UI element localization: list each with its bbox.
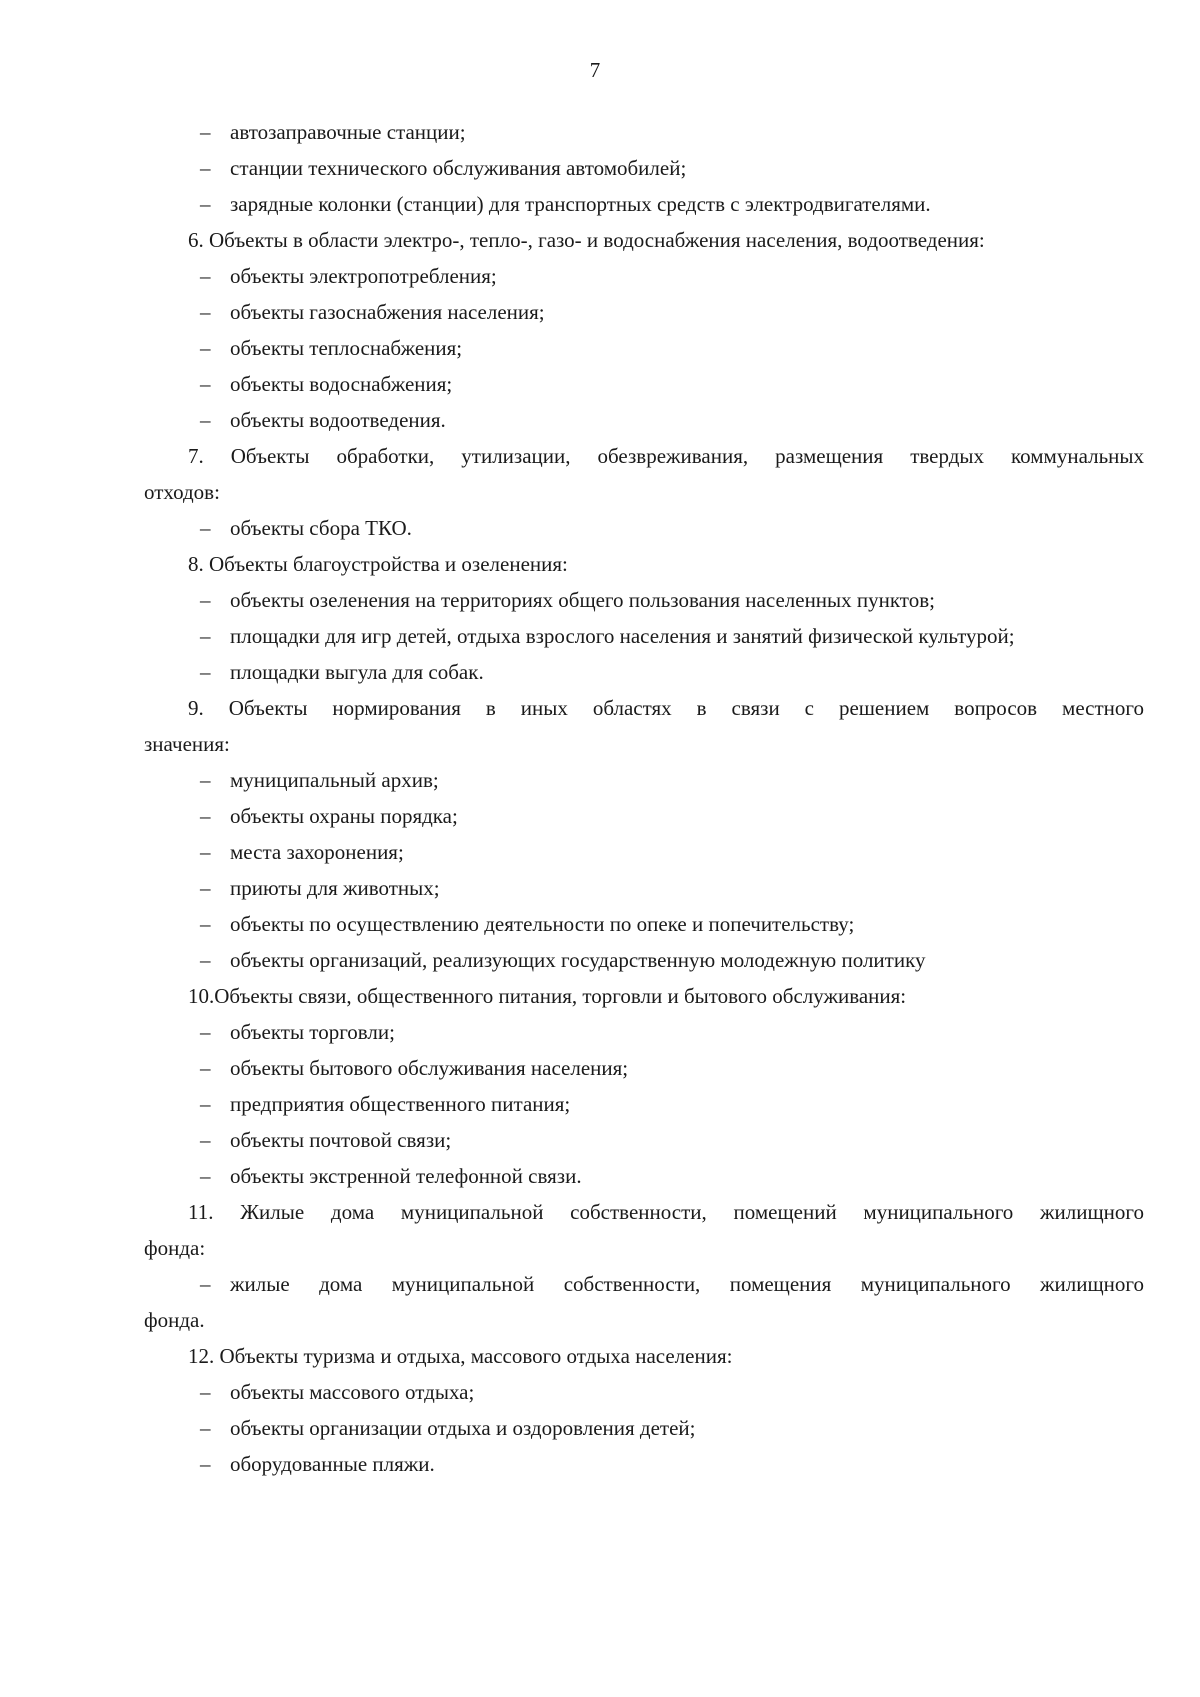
paragraph-continuation: значения: xyxy=(144,732,230,756)
list-item xyxy=(144,294,1144,330)
list-item xyxy=(144,798,1144,834)
section-heading: 11. Жилые дома муниципальной собственности, помещений муниципального жилищного xyxy=(188,1200,1144,1224)
list-item-text: площадки для игр детей, отдыха взрослого населения и занятий физической культурой; xyxy=(230,624,1015,648)
list-item-text: объекты бытового обслуживания населения; xyxy=(230,1056,629,1080)
list-item-text: объекты по осуществлению деятельности по опеке и попечительству; xyxy=(230,912,855,936)
list-item-text: объекты экстренной телефонной связи. xyxy=(230,1164,582,1188)
list-dash: – xyxy=(200,624,211,648)
list-item-text: объекты сбора ТКО. xyxy=(230,516,412,540)
list-item-text: объекты озеленения на территориях общего пользования населенных пунктов; xyxy=(230,588,935,612)
list-dash: – xyxy=(200,876,211,900)
list-item xyxy=(144,330,1144,366)
list-item xyxy=(144,582,1144,618)
paragraph-continuation: отходов: xyxy=(144,480,220,504)
list-item-text: объекты массового отдыха; xyxy=(230,1380,475,1404)
list-dash: – xyxy=(200,372,211,396)
list-item xyxy=(144,942,1144,978)
list-item-text: объекты организации отдыха и оздоровления детей; xyxy=(230,1416,696,1440)
section-heading: 9. Объекты нормирования в иных областях в связи с решением вопросов местного xyxy=(188,696,1144,720)
section-heading: 6. Объекты в области электро-, тепло-, газо- и водоснабжения населения, водоотведения: xyxy=(188,228,985,252)
list-dash: – xyxy=(200,120,211,144)
list-item xyxy=(144,1122,1144,1158)
list-dash: – xyxy=(200,660,211,684)
list-dash: – xyxy=(200,948,211,972)
paragraph-continuation: фонда. xyxy=(144,1308,205,1332)
list-item xyxy=(144,186,1144,222)
list-item-text: приюты для животных; xyxy=(230,876,440,900)
list-item xyxy=(144,366,1144,402)
list-item xyxy=(144,1266,1144,1302)
list-item-text: предприятия общественного питания; xyxy=(230,1092,571,1116)
list-dash: – xyxy=(200,264,211,288)
section-heading: 12. Объекты туризма и отдыха, массового отдыха населения: xyxy=(188,1344,733,1368)
list-dash: – xyxy=(200,1272,211,1296)
list-dash: – xyxy=(200,1452,211,1476)
list-dash: – xyxy=(200,1380,211,1404)
list-item-text: места захоронения; xyxy=(230,840,404,864)
list-item xyxy=(144,258,1144,294)
list-item-text: объекты газоснабжения населения; xyxy=(230,300,545,324)
list-dash: – xyxy=(200,768,211,792)
list-dash: – xyxy=(200,516,211,540)
list-item xyxy=(144,1014,1144,1050)
list-item xyxy=(144,1410,1144,1446)
list-dash: – xyxy=(200,408,211,432)
list-dash: – xyxy=(200,1056,211,1080)
list-item-text: станции технического обслуживания автомобилей; xyxy=(230,156,687,180)
document-body xyxy=(144,114,1144,1482)
list-dash: – xyxy=(200,912,211,936)
list-dash: – xyxy=(200,1020,211,1044)
list-dash: – xyxy=(200,804,211,828)
section-heading: 8. Объекты благоустройства и озеленения: xyxy=(188,552,568,576)
list-item xyxy=(144,618,1144,654)
list-item-text: объекты организаций, реализующих государственную молодежную политику xyxy=(230,948,926,972)
list-item-text: жилые дома муниципальной собственности, помещения муниципального жилищного xyxy=(230,1272,1144,1296)
list-item-text: объекты почтовой связи; xyxy=(230,1128,452,1152)
list-dash: – xyxy=(200,588,211,612)
list-item-text: объекты теплоснабжения; xyxy=(230,336,463,360)
list-item-text: объекты торговли; xyxy=(230,1020,395,1044)
list-item xyxy=(144,1446,1144,1482)
section-heading: 10.Объекты связи, общественного питания, торговли и бытового обслуживания: xyxy=(188,984,907,1008)
list-item-text: площадки выгула для собак. xyxy=(230,660,484,684)
list-dash: – xyxy=(200,1164,211,1188)
list-item xyxy=(144,1158,1144,1194)
list-dash: – xyxy=(200,192,211,216)
list-dash: – xyxy=(200,1128,211,1152)
list-item xyxy=(144,1086,1144,1122)
list-item-text: объекты электропотребления; xyxy=(230,264,497,288)
section-heading: 7. Объекты обработки, утилизации, обезвреживания, размещения твердых коммунальных xyxy=(188,444,1144,468)
list-item xyxy=(144,510,1144,546)
list-dash: – xyxy=(200,1416,211,1440)
list-item xyxy=(144,762,1144,798)
list-item xyxy=(144,654,1144,690)
list-item-text: оборудованные пляжи. xyxy=(230,1452,435,1476)
list-item-text: муниципальный архив; xyxy=(230,768,439,792)
paragraph-continuation: фонда: xyxy=(144,1236,206,1260)
page-number: 7 xyxy=(589,58,601,82)
list-dash: – xyxy=(200,300,211,324)
list-item xyxy=(144,150,1144,186)
list-item xyxy=(144,834,1144,870)
list-dash: – xyxy=(200,1092,211,1116)
list-dash: – xyxy=(200,840,211,864)
list-item xyxy=(144,402,1144,438)
list-item-text: объекты охраны порядка; xyxy=(230,804,458,828)
list-item-text: автозаправочные станции; xyxy=(230,120,466,144)
list-item-text: объекты водоснабжения; xyxy=(230,372,453,396)
list-dash: – xyxy=(200,336,211,360)
list-item xyxy=(144,870,1144,906)
list-item xyxy=(144,114,1144,150)
list-item xyxy=(144,1374,1144,1410)
list-item xyxy=(144,1050,1144,1086)
list-item-text: зарядные колонки (станции) для транспортных средств с электродвигателями. xyxy=(230,192,931,216)
list-item-text: объекты водоотведения. xyxy=(230,408,446,432)
list-dash: – xyxy=(200,156,211,180)
list-item xyxy=(144,906,1144,942)
